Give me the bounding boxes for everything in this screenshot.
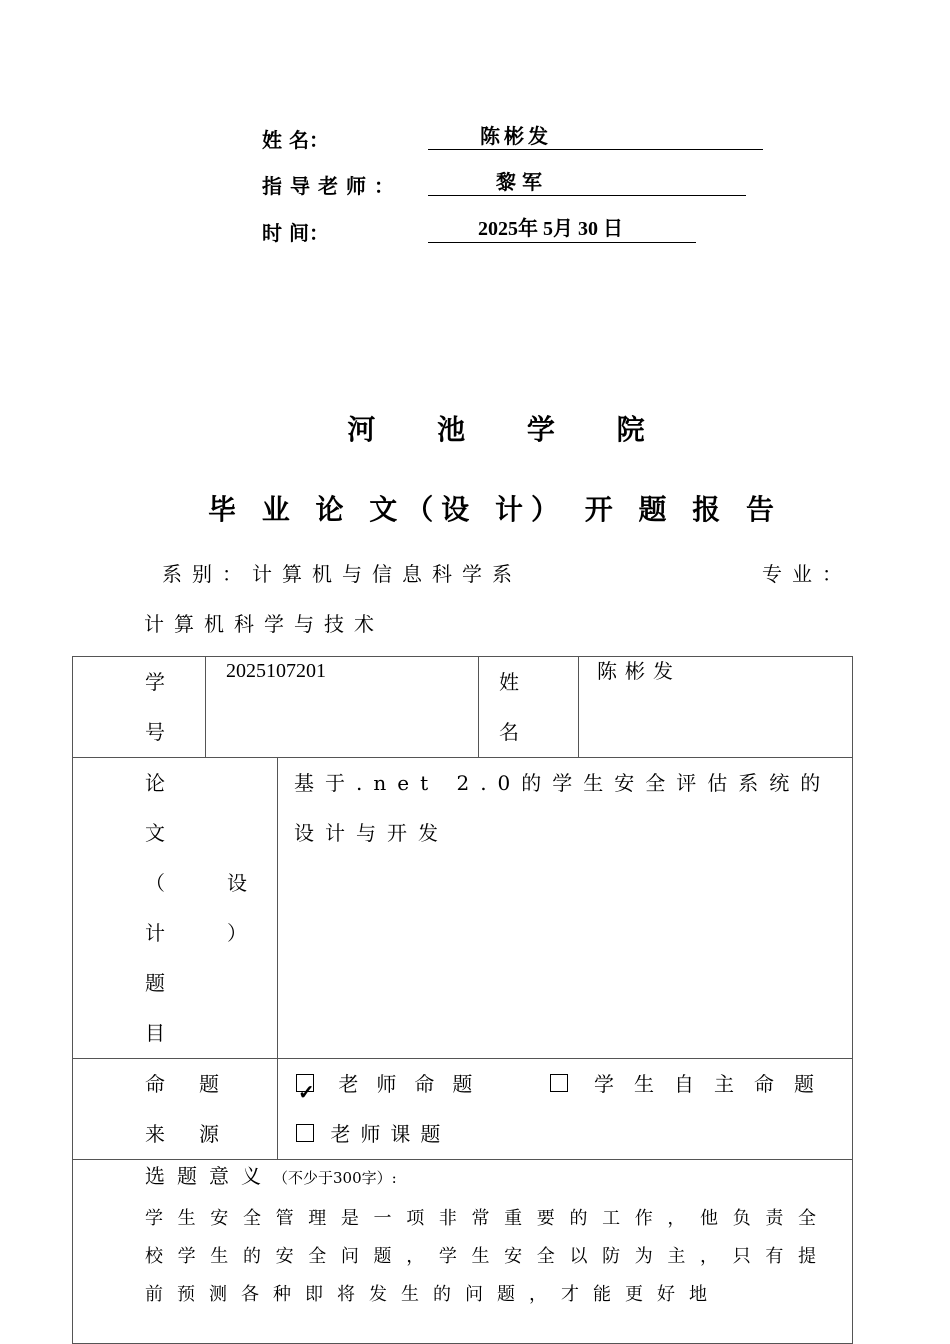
student-id: 2025107201 [226,660,326,682]
advisor-value: 黎军 [428,170,746,196]
major-label: 专业： [762,562,852,586]
name-label-table: 姓名 [499,670,519,744]
report-title: 毕 业 论 文（设 计） 开 题 报 告 [208,493,782,526]
option-student-topic[interactable]: 学生自主命题 [550,1059,834,1109]
time-label: 时 间： [262,221,329,245]
name-cell [579,657,853,758]
major-value: 计算机科学与技术 [144,612,384,636]
option-teacher-topic[interactable]: ✓ 老师命题 [296,1059,490,1109]
significance-cell [73,1160,853,1344]
thesis-title-label: 论文（设计）题目 [145,771,309,1045]
student-name: 陈彬发 [597,659,681,683]
advisor-label: 指导老师： [262,174,402,198]
checkbox-empty-icon[interactable] [296,1124,314,1142]
name-label: 姓 名： [262,128,329,152]
significance-heading [145,1160,830,1192]
student-id-label: 学号 [145,670,165,744]
option-teacher-project[interactable]: 老师课题 [296,1109,834,1159]
proposal-table [72,656,853,1344]
checkbox-checked-icon[interactable] [296,1074,314,1092]
thesis-title: 基于.net 2.0的学生安全评估系统的设计与开发 [294,771,832,845]
source-label: 命题来源 [145,1072,253,1146]
source-options-row1 [296,1059,834,1109]
title-cell [278,758,853,1059]
time-value: 2025年 5月 30 日 [428,217,696,243]
source-label-cell [73,1059,278,1160]
student-id-cell [206,657,479,758]
significance-label: 选题意义 [145,1164,273,1188]
source-options-cell [278,1059,853,1160]
student-id-label-cell [73,657,206,758]
name-value: 陈彬发 [428,124,763,150]
title-label-cell [73,758,309,1059]
significance-note: （不少于300字）: [273,1169,397,1187]
department: 系别：计算机与信息科学系 [162,562,522,586]
school-name: 河 池 学 院 [347,413,671,446]
significance-text: 学生安全管理是一项非常重要的工作，他负责全校学生的安全问题，学生安全以防为主，只有提前预测各种即将发生的问题，才能更好地 [145,1208,830,1305]
name-label-cell [479,657,579,758]
checkbox-empty-icon[interactable] [550,1074,568,1092]
